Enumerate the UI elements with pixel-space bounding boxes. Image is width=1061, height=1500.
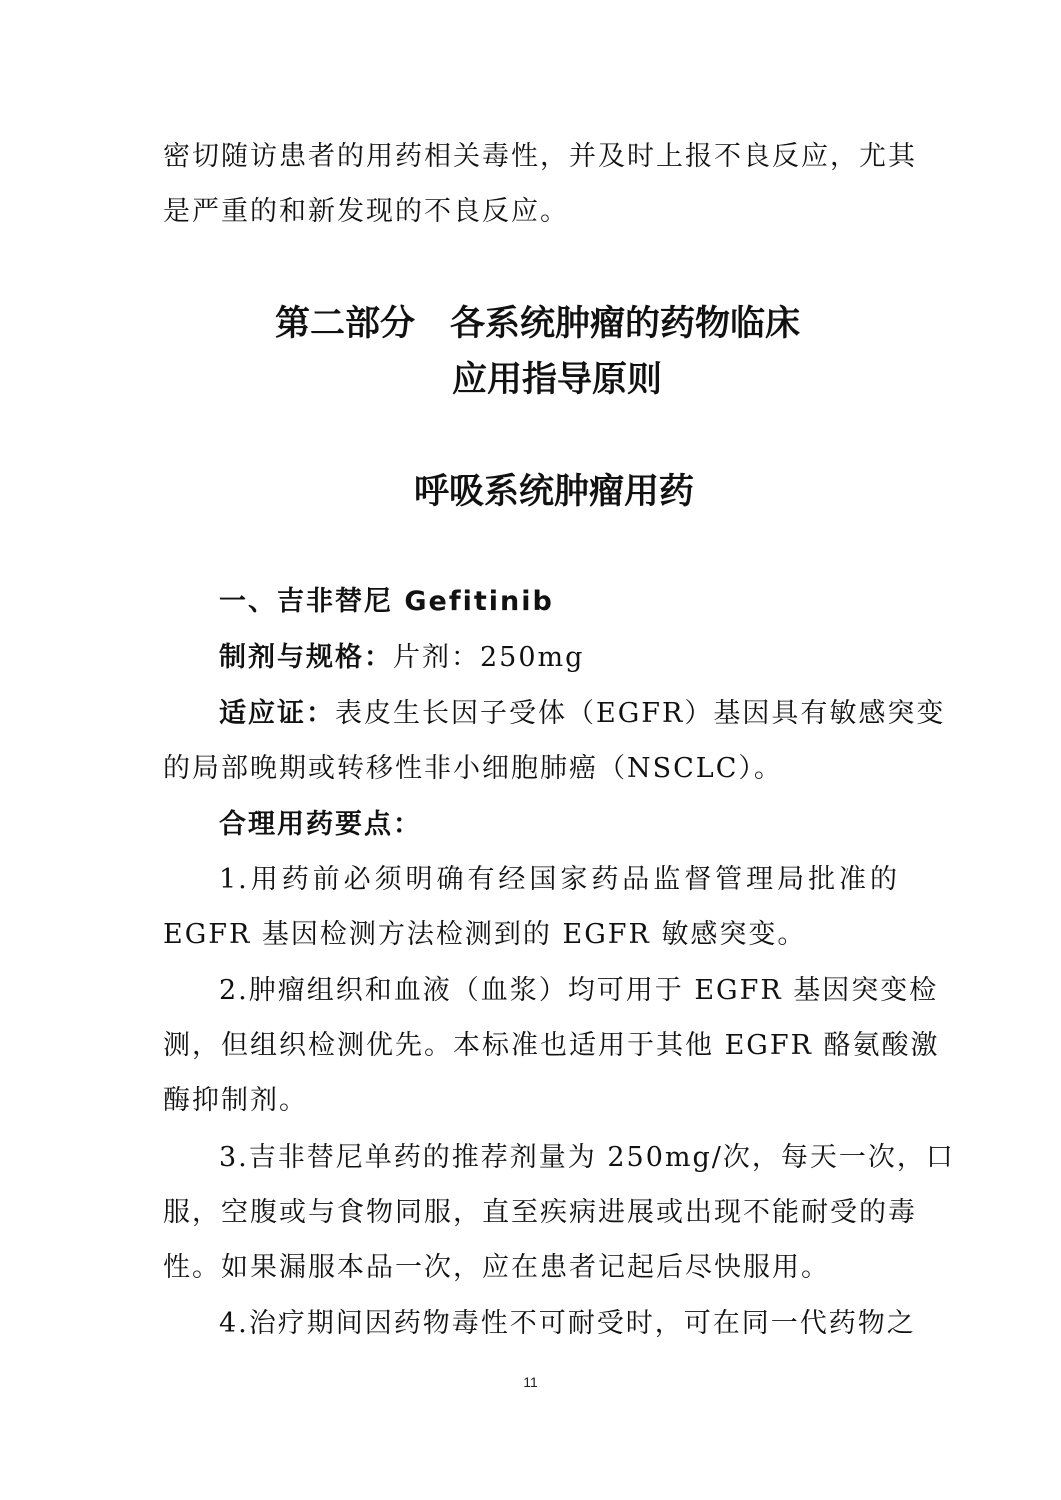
point-1-line-2: EGFR 基因检测方法检测到的 EGFR 敏感突变。 <box>163 919 807 950</box>
point-3-line-1: 3.吉非替尼单药的推荐剂量为 250mg/次，每天一次，口 <box>219 1142 955 1173</box>
intro-line-2: 是严重的和新发现的不良反应。 <box>163 196 569 227</box>
page-number: 11 <box>523 1374 538 1390</box>
point-3-line-2: 服，空腹或与食物同服，直至疾病进展或出现不能耐受的毒 <box>163 1197 917 1228</box>
key-points-label: 合理用药要点： <box>219 809 422 840</box>
indication-text-2: 的局部晚期或转移性非小细胞肺癌（NSCLC）。 <box>163 753 783 784</box>
point-4-line-1: 4.治疗期间因药物毒性不可耐受时，可在同一代药物之 <box>219 1308 916 1339</box>
point-2-line-2: 测，但组织检测优先。本标准也适用于其他 EGFR 酪氨酸激 <box>163 1030 940 1061</box>
part-title-line-1: 第二部分 各系统肿瘤的药物临床 <box>275 304 801 344</box>
formulation-row <box>219 640 899 676</box>
intro-line-1: 密切随访患者的用药相关毒性，并及时上报不良反应，尤其 <box>163 141 917 172</box>
point-1-line-1: 1.用药前必须明确有经国家药品监督管理局批准的 <box>219 864 899 895</box>
formulation-value: 片剂：250mg <box>393 642 585 673</box>
indication-label: 适应证： <box>219 698 335 729</box>
drug-heading: 一、吉非替尼 Gefitinib <box>219 586 554 617</box>
part-title-line-2: 应用指导原则 <box>452 360 663 400</box>
point-3-line-3: 性。如果漏服本品一次，应在患者记起后尽快服用。 <box>163 1252 830 1283</box>
indication-text-1: 表皮生长因子受体（EGFR）基因具有敏感突变 <box>335 698 946 729</box>
point-2-line-3: 酶抑制剂。 <box>163 1085 308 1116</box>
section-title: 呼吸系统肿瘤用药 <box>414 472 695 512</box>
indication-row <box>219 696 946 732</box>
formulation-label: 制剂与规格： <box>219 642 393 673</box>
point-2-line-1: 2.肿瘤组织和血液（血浆）均可用于 EGFR 基因突变检 <box>219 975 939 1006</box>
